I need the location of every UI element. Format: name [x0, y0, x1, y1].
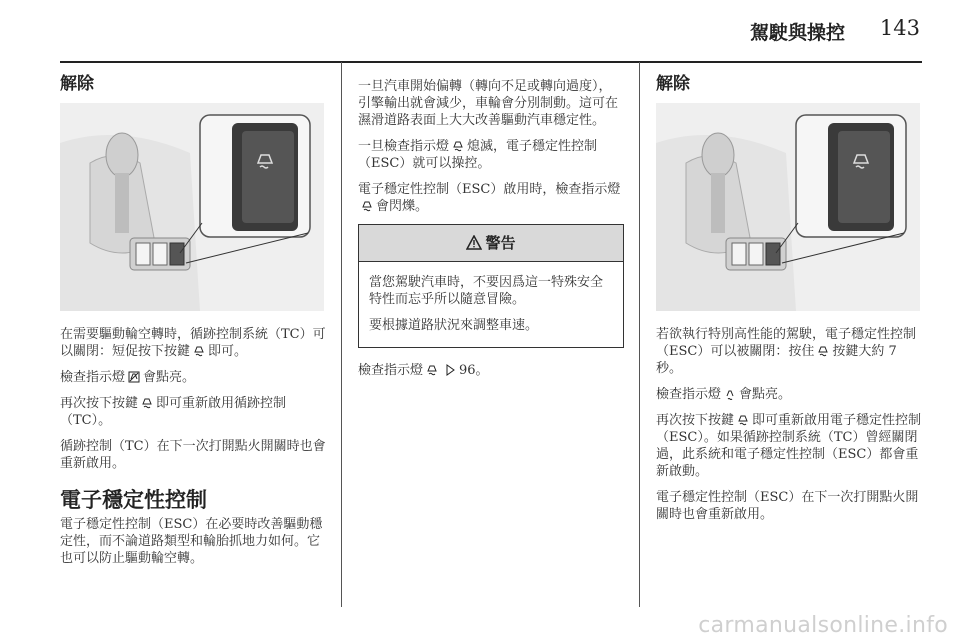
text: 即可重新啟用循跡控制（TC）。: [60, 396, 287, 428]
esc-skid-icon: [737, 414, 749, 426]
paragraph: 要根據道路狀況來調整車速。: [369, 318, 539, 333]
watermark: carmanualsonline.info: [698, 613, 948, 638]
page-header: [0, 0, 960, 62]
text: 會點亮。: [739, 387, 792, 402]
chapter-title: 駕駛與操控: [749, 22, 845, 44]
text: 電子穩定性控制（ESC）啟用時，檢查指示燈: [358, 182, 621, 197]
esc-skid-icon: [817, 345, 829, 357]
text: 按鍵大約 7 秒。: [656, 344, 897, 376]
text: 再次按下按鍵: [60, 396, 139, 411]
warning-header: [359, 225, 623, 262]
esc-skid-icon: [361, 200, 373, 212]
section-title: 解除: [60, 74, 94, 94]
paragraph: 電子穩定性控制（ESC）在必要時改善驅動穩定性，而不論道路類型和輪胎抓地力如何。它也可以防止驅動輪空轉。: [60, 517, 323, 566]
warning-body: [359, 262, 623, 347]
middle-column: [358, 78, 624, 388]
right-column: [656, 70, 922, 532]
gear-lever-button-illustration: [656, 103, 920, 311]
text: 若欲執行特別高性能的駕駛，電子穩定性控制（ESC）可以被關閉：按住: [656, 327, 917, 359]
text: 檢查指示燈: [60, 370, 126, 385]
esc-skid-icon: [426, 364, 438, 376]
header-rule: [60, 61, 922, 63]
warning-triangle-icon: [466, 235, 482, 250]
warning-title: 警告: [485, 234, 516, 252]
text: 即可。: [208, 344, 248, 359]
text: 檢查指示燈: [358, 363, 424, 378]
section-title: 解除: [656, 74, 690, 94]
heading-esc: 電子穩定性控制: [60, 488, 207, 512]
esc-off-icon: [724, 388, 736, 400]
text: 一旦檢查指示燈: [358, 139, 450, 154]
paragraph: 一旦汽車開始偏轉（轉向不足或轉向過度），引擎輸出就會減少，車輪會分別制動。這可在濕滑道路表面上大大改善驅動汽車穩定性。: [358, 79, 619, 128]
text: 熄滅，電子穩定性控制（ESC）就可以操控。: [358, 139, 598, 171]
text: 即可重新啟用電子穩定性控制（ESC）。如果循跡控制系統（TC）曾經關閉過，此系統和電子穩定性控制（ESC）都會重新啟動。: [656, 413, 922, 479]
warning-box: [358, 224, 624, 348]
paragraph: 當您駕駛汽車時，不要因爲這一特殊安全特性而忘乎所以隨意冒險。: [369, 275, 604, 307]
column-divider: [341, 62, 342, 607]
text: 會閃爍。: [376, 199, 429, 214]
text: 在需要驅動輪空轉時，循跡控制系統（TC）可以關閉：短促按下按鍵: [60, 327, 326, 359]
text: 會點亮。: [143, 370, 196, 385]
gear-lever-button-illustration: [60, 103, 324, 311]
text: 再次按下按鍵: [656, 413, 735, 428]
paragraph: 循跡控制（TC）在下一次打開點火開關時也會重新啟用。: [60, 439, 326, 471]
esc-skid-icon: [141, 397, 153, 409]
paragraph: 電子穩定性控制（ESC）在下一次打開點火開關時也會重新啟用。: [656, 490, 919, 522]
esc-skid-icon: [193, 345, 205, 357]
column-divider: [639, 62, 640, 607]
esc-skid-icon: [452, 140, 464, 152]
text: 檢查指示燈: [656, 387, 722, 402]
page-reference-arrow-icon: [444, 364, 456, 376]
page-number: 143: [879, 16, 920, 40]
page-reference: 96。: [459, 363, 489, 378]
tc-off-icon: [128, 371, 140, 383]
left-column: [60, 70, 326, 576]
